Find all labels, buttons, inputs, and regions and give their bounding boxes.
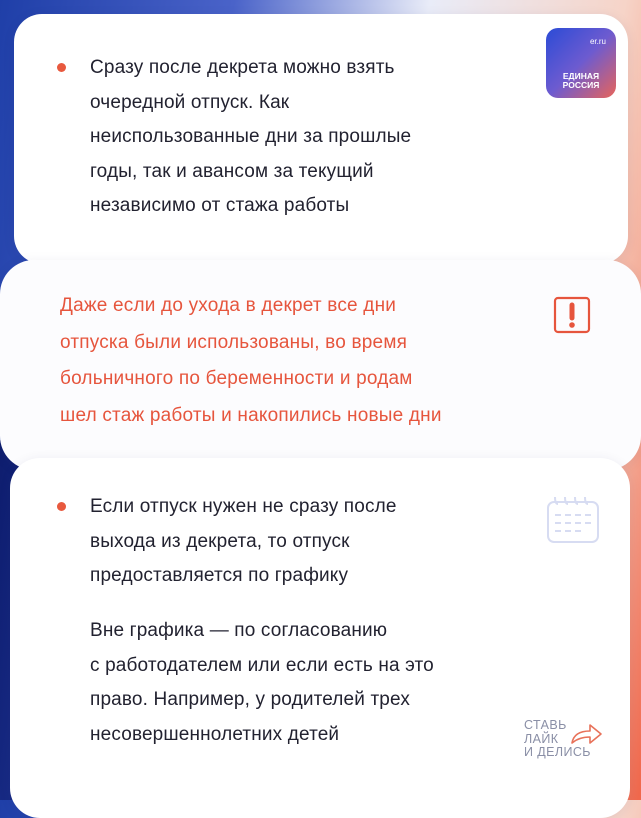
warning-line: шел стаж работы и накопились новые дни (60, 404, 442, 426)
block1-line: независимо от стажа работы (90, 195, 350, 216)
block3-text (90, 614, 434, 752)
block1-line: Сразу после декрета можно взять (90, 57, 395, 78)
warning-icon (553, 296, 591, 334)
logo-name-line1: ЕДИНАЯ (562, 71, 600, 81)
block2-line: Если отпуск нужен не сразу после (90, 496, 397, 517)
bullet-icon (57, 502, 66, 511)
cta-line: ЛАЙК (524, 731, 559, 746)
cta-line: И ДЕЛИСЬ (524, 745, 591, 759)
logo-name-line2: РОССИЯ (562, 80, 600, 90)
block3-line: с работодателем или если есть на это (90, 654, 434, 676)
block3-line: несовершеннолетних детей (90, 723, 340, 745)
warning-line: Даже если до ухода в декрет все дни (60, 295, 397, 316)
block1-line: годы, так и авансом за текущий (90, 160, 374, 182)
logo-name (546, 72, 616, 90)
share-arrow-icon[interactable] (570, 722, 604, 746)
calendar-icon (545, 494, 601, 546)
block3-line: Вне графика — по согласованию (90, 620, 388, 641)
block2-text (90, 490, 397, 594)
warning-line: отпуска были использованы, во время (60, 331, 408, 353)
block1-line: неиспользованные дни за прошлые (90, 126, 412, 147)
party-logo (546, 28, 616, 98)
cta-line: СТАВЬ (524, 718, 567, 732)
bullet-icon (57, 63, 66, 72)
warning-line: больничного по беременности и родам (60, 368, 413, 389)
logo-site: er.ru (589, 37, 606, 46)
block1-text (90, 51, 411, 224)
warning-text (60, 288, 442, 434)
block2-line: предоставляется по графику (90, 565, 349, 586)
block2-line: выхода из декрета, то отпуск (90, 530, 350, 552)
block1-line: очередной отпуск. Как (90, 91, 290, 113)
block3-line: право. Например, у родителей трех (90, 689, 410, 710)
